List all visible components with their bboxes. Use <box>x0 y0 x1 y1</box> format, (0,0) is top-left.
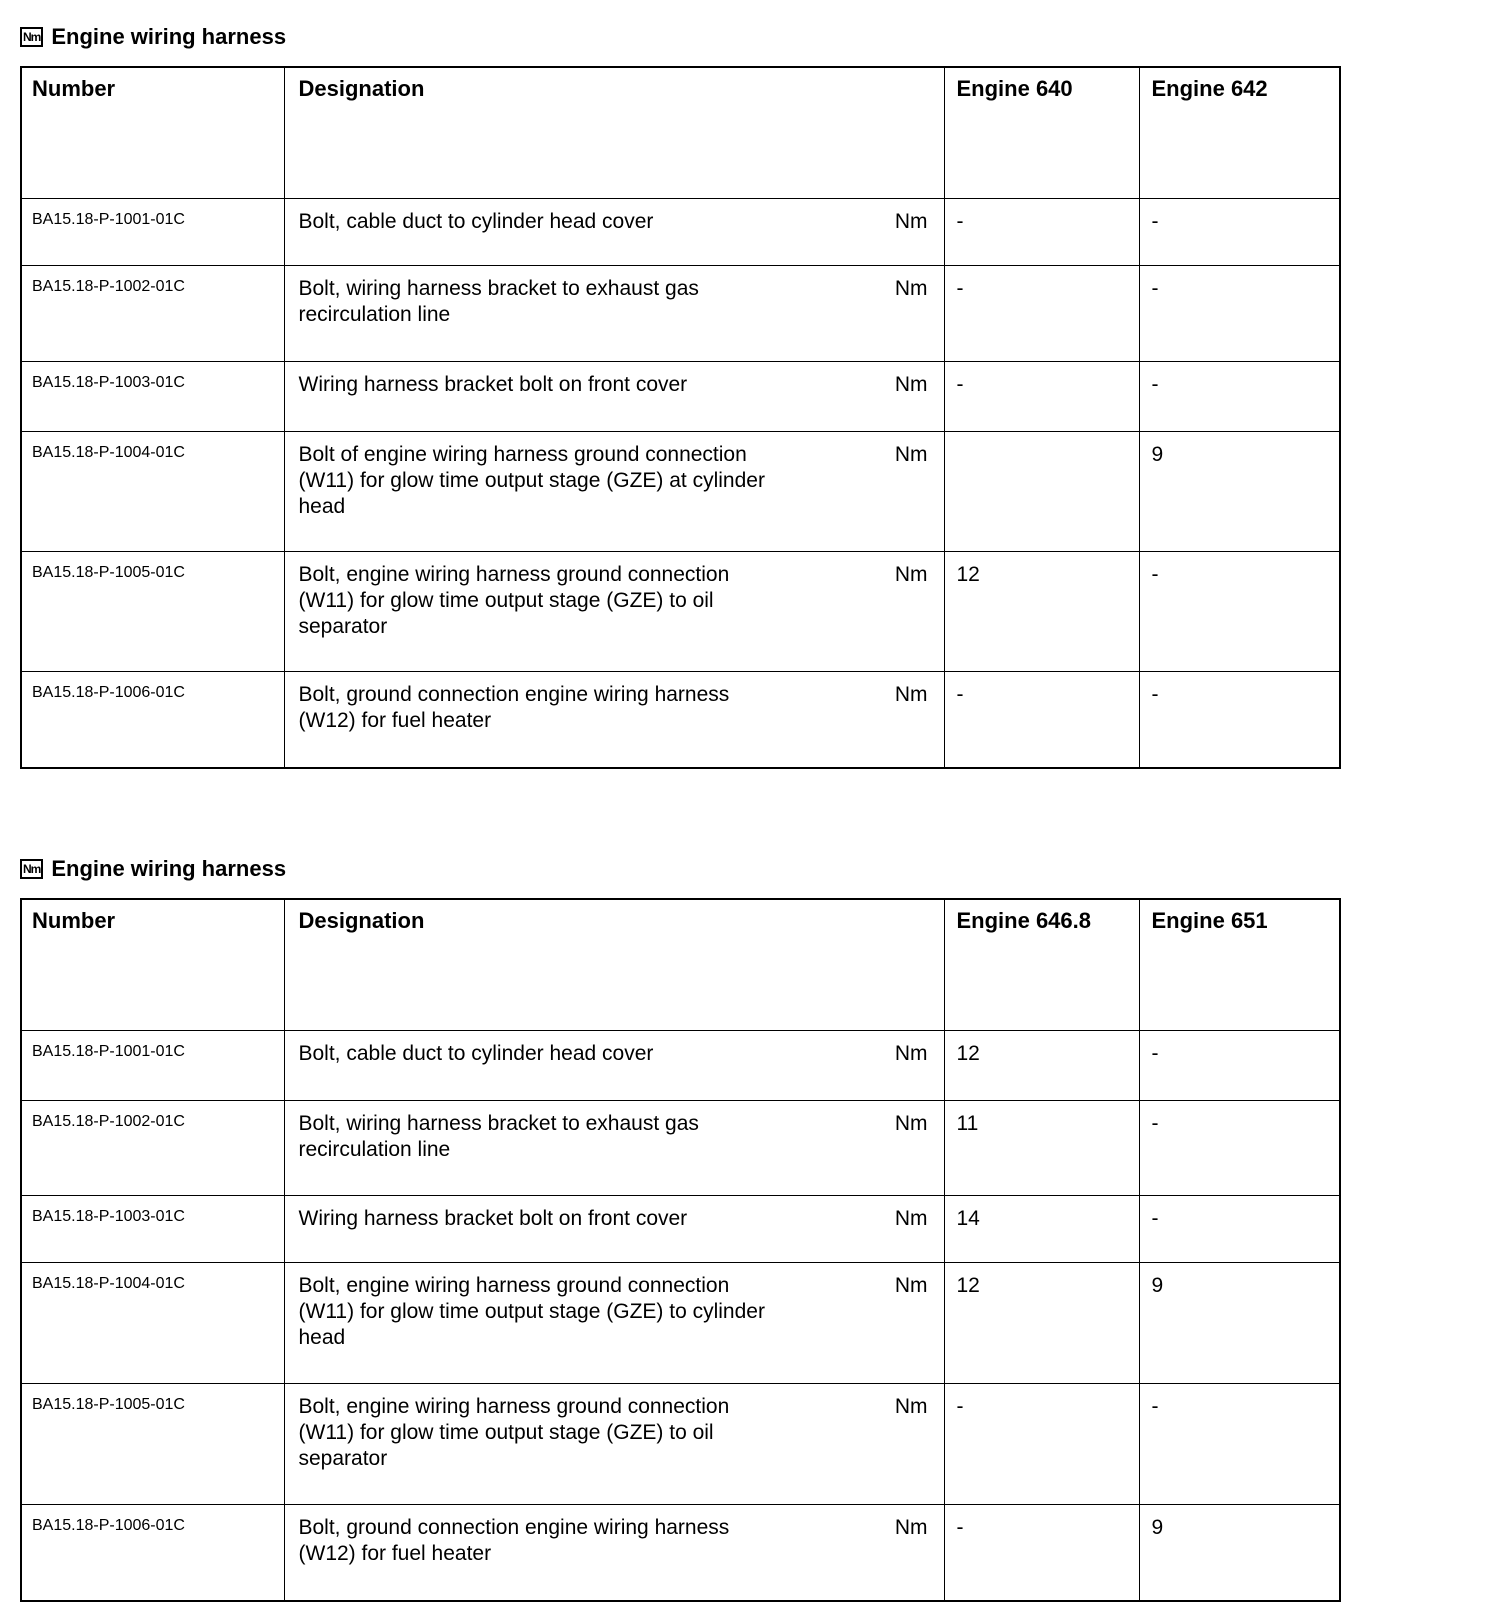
unit: Nm <box>894 1394 928 1418</box>
torque-value-engine-b: - <box>1139 671 1340 768</box>
unit: Nm <box>894 1111 928 1135</box>
designation: Bolt, ground connection engine wiring harness (W12) for fuel heater <box>298 1515 730 1565</box>
designation: Bolt of engine wiring harness ground connection (W11) for glow time output stage (GZE) at cylinder head <box>298 442 765 518</box>
unit: Nm <box>894 442 928 466</box>
part-number: BA15.18-P-1005-01C <box>21 1383 284 1504</box>
torque-value-engine-a <box>944 431 1139 551</box>
section-title: Engine wiring harness <box>51 856 287 881</box>
torque-table <box>20 66 1341 769</box>
column-header-engine-a: Engine 646.8 <box>944 899 1139 1030</box>
column-header-engine-b: Engine 651 <box>1139 899 1340 1030</box>
table-row <box>21 1262 1340 1383</box>
column-header-designation: Designation <box>284 899 944 1030</box>
table-row <box>21 1100 1340 1195</box>
table-row <box>21 551 1340 671</box>
table-row <box>21 1383 1340 1504</box>
column-header-engine-b: Engine 642 <box>1139 67 1340 198</box>
section-heading <box>20 22 1339 52</box>
part-number: BA15.18-P-1001-01C <box>21 1030 284 1100</box>
part-number: BA15.18-P-1002-01C <box>21 265 284 361</box>
table-row <box>21 1195 1340 1262</box>
torque-section-2 <box>20 854 1339 1602</box>
torque-value-engine-b: - <box>1139 551 1340 671</box>
section-heading <box>20 854 1339 884</box>
part-number: BA15.18-P-1005-01C <box>21 551 284 671</box>
column-header-number: Number <box>21 67 284 198</box>
part-number: BA15.18-P-1003-01C <box>21 361 284 431</box>
unit: Nm <box>894 1041 928 1065</box>
torque-value-engine-a: 11 <box>944 1100 1139 1195</box>
torque-value-engine-b: - <box>1139 1100 1340 1195</box>
part-number: BA15.18-P-1004-01C <box>21 431 284 551</box>
torque-value-engine-b: - <box>1139 1195 1340 1262</box>
table-row <box>21 361 1340 431</box>
unit: Nm <box>894 372 928 396</box>
part-number: BA15.18-P-1001-01C <box>21 198 284 265</box>
part-number: BA15.18-P-1003-01C <box>21 1195 284 1262</box>
torque-value-engine-a: - <box>944 265 1139 361</box>
torque-nm-icon: Nm <box>20 859 43 879</box>
unit: Nm <box>894 562 928 586</box>
torque-value-engine-a: - <box>944 1383 1139 1504</box>
table-header-row <box>21 899 1340 1030</box>
designation: Bolt, cable duct to cylinder head cover <box>298 1041 654 1065</box>
torque-value-engine-b: - <box>1139 1030 1340 1100</box>
part-number: BA15.18-P-1002-01C <box>21 1100 284 1195</box>
column-header-designation: Designation <box>284 67 944 198</box>
torque-value-engine-a: - <box>944 1504 1139 1601</box>
unit: Nm <box>894 1515 928 1539</box>
table-row <box>21 671 1340 768</box>
designation: Bolt, wiring harness bracket to exhaust gas recirculation line <box>298 276 699 326</box>
torque-nm-icon: Nm <box>20 27 43 47</box>
torque-table <box>20 898 1341 1602</box>
column-header-number: Number <box>21 899 284 1030</box>
unit: Nm <box>894 1273 928 1297</box>
table-row <box>21 265 1340 361</box>
part-number: BA15.18-P-1006-01C <box>21 1504 284 1601</box>
torque-value-engine-b: 9 <box>1139 1504 1340 1601</box>
table-row <box>21 1030 1340 1100</box>
part-number: BA15.18-P-1006-01C <box>21 671 284 768</box>
designation: Bolt, engine wiring harness ground connection (W11) for glow time output stage (GZE) to cylinder head <box>298 1273 765 1349</box>
torque-section-1 <box>20 22 1339 769</box>
part-number: BA15.18-P-1004-01C <box>21 1262 284 1383</box>
designation: Bolt, engine wiring harness ground connection (W11) for glow time output stage (GZE) to oil separator <box>298 562 730 638</box>
torque-value-engine-a: 12 <box>944 551 1139 671</box>
designation: Bolt, engine wiring harness ground connection (W11) for glow time output stage (GZE) to oil separator <box>298 1394 730 1470</box>
torque-value-engine-a: - <box>944 361 1139 431</box>
column-header-engine-a: Engine 640 <box>944 67 1139 198</box>
unit: Nm <box>894 682 928 706</box>
torque-value-engine-a: 14 <box>944 1195 1139 1262</box>
designation: Bolt, cable duct to cylinder head cover <box>298 209 654 233</box>
torque-value-engine-a: - <box>944 198 1139 265</box>
torque-value-engine-a: - <box>944 671 1139 768</box>
table-row <box>21 198 1340 265</box>
section-title: Engine wiring harness <box>51 24 287 49</box>
designation: Bolt, wiring harness bracket to exhaust gas recirculation line <box>298 1111 699 1161</box>
torque-value-engine-a: 12 <box>944 1030 1139 1100</box>
unit: Nm <box>894 1206 928 1230</box>
table-row <box>21 1504 1340 1601</box>
designation: Bolt, ground connection engine wiring harness (W12) for fuel heater <box>298 682 730 732</box>
torque-value-engine-b: 9 <box>1139 1262 1340 1383</box>
torque-value-engine-b: - <box>1139 198 1340 265</box>
torque-value-engine-b: - <box>1139 265 1340 361</box>
designation: Wiring harness bracket bolt on front cover <box>298 1206 688 1230</box>
unit: Nm <box>894 209 928 233</box>
table-header-row <box>21 67 1340 198</box>
table-row <box>21 431 1340 551</box>
torque-value-engine-b: 9 <box>1139 431 1340 551</box>
torque-value-engine-b: - <box>1139 361 1340 431</box>
torque-value-engine-a: 12 <box>944 1262 1139 1383</box>
torque-value-engine-b: - <box>1139 1383 1340 1504</box>
unit: Nm <box>894 276 928 300</box>
designation: Wiring harness bracket bolt on front cover <box>298 372 688 396</box>
